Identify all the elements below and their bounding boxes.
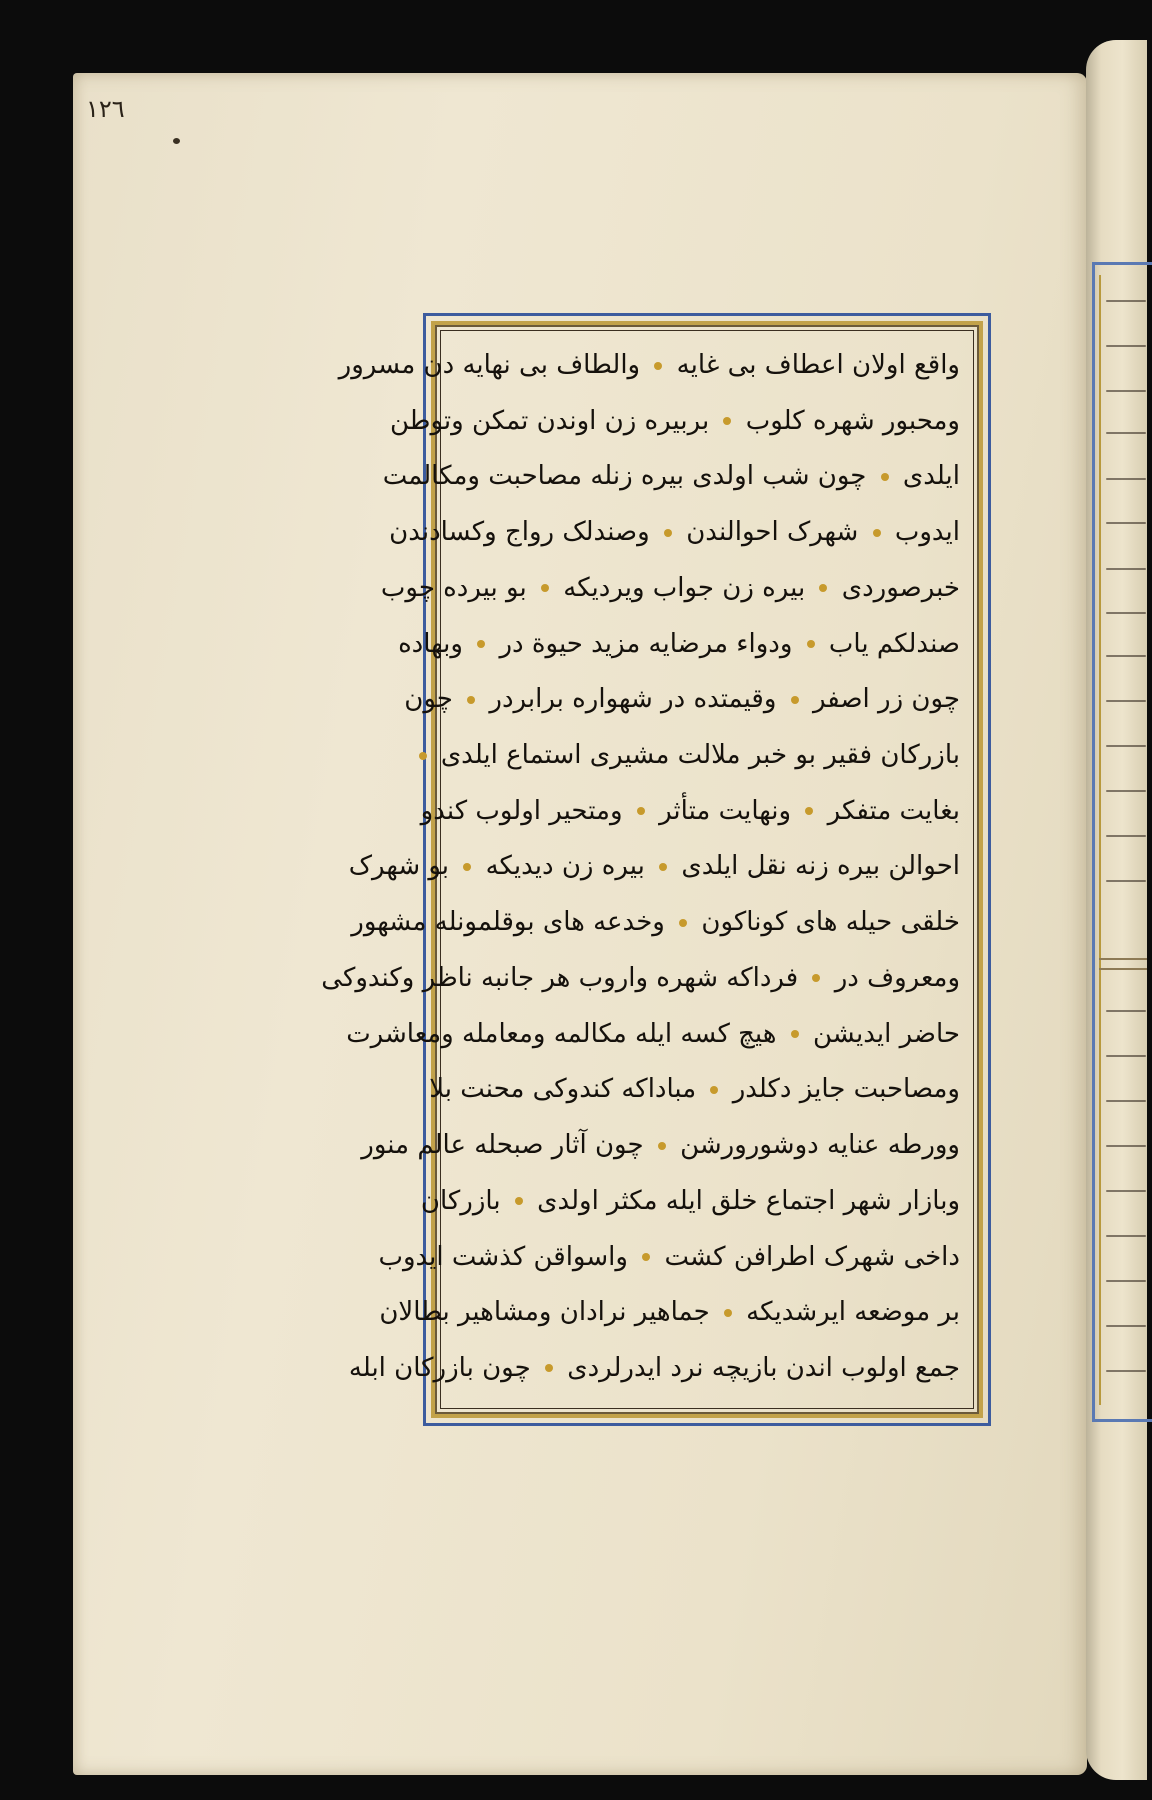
text-line: داخی شهرک اطرافن کشت واسواقن کذشت ایدوب	[378, 1241, 960, 1272]
verse-marker-dot	[467, 696, 475, 704]
text-line: ومصاحبت جایز دکلدر مباداکه کندوکی محنت بلا	[429, 1074, 960, 1105]
facing-page-script-stroke	[1106, 432, 1146, 434]
facing-page-script-stroke	[1106, 790, 1146, 792]
facing-page-divider	[1099, 958, 1147, 960]
facing-page-divider	[1099, 968, 1147, 970]
facing-page-script-stroke	[1106, 1055, 1146, 1057]
verse-marker-dot	[515, 1197, 523, 1205]
facing-page-script-stroke	[1106, 1190, 1146, 1192]
facing-page-script-stroke	[1106, 522, 1146, 524]
verse-marker-dot	[710, 1086, 718, 1094]
text-line: ومعروف در فرداکه شهره واروب هر جانبه ناظر وکندوکی	[321, 962, 960, 993]
verse-marker-dot	[463, 863, 471, 871]
text-line: ایدوب شهرک احوالندن وصندلک رواج وکسادندن	[389, 517, 960, 548]
facing-page-script-stroke	[1106, 478, 1146, 480]
facing-page-script-stroke	[1106, 835, 1146, 837]
verse-marker-dot	[807, 640, 815, 648]
facing-page-script-stroke	[1106, 1100, 1146, 1102]
text-line: بر موضعه ایرشدیکه جماهیر نرادان ومشاهیر بطالان	[379, 1297, 960, 1328]
verse-marker-dot	[873, 529, 881, 537]
verse-marker-dot	[723, 417, 731, 425]
verse-marker-dot	[545, 1364, 553, 1372]
verse-marker-dot	[881, 473, 889, 481]
facing-page-script-stroke	[1106, 700, 1146, 702]
verse-marker-dot	[664, 529, 672, 537]
facing-page-script-stroke	[1106, 300, 1146, 302]
facing-page-script-stroke	[1106, 1010, 1146, 1012]
text-line: صندلکم یاب ودواء مرضایه مزید حیوة در وبهاده	[398, 628, 960, 659]
verse-marker-dot	[658, 1142, 666, 1150]
verse-marker-dot	[791, 1030, 799, 1038]
verse-marker-dot	[477, 640, 485, 648]
text-line: احوالن بیره زنه نقل ایلدی بیره زن دیدیکه بو شهرک	[348, 851, 960, 882]
facing-page-script-stroke	[1106, 655, 1146, 657]
verse-marker-dot	[642, 1253, 650, 1261]
verse-marker-dot	[805, 807, 813, 815]
text-line: چون زر اصفر وقیمتده در شهواره برابردر چون	[404, 684, 960, 715]
facing-page-script-stroke	[1106, 1280, 1146, 1282]
facing-page-script-stroke	[1106, 1370, 1146, 1372]
facing-page-script-stroke	[1106, 880, 1146, 882]
text-line: واقع اولان اعطاف بی غایه والطاف بی نهایه دن مسرور	[338, 350, 960, 380]
folio-mark	[173, 138, 180, 144]
text-line: خلقی حیله های کوناکون وخدعه های بوقلمونله مشهور	[351, 907, 960, 938]
facing-page-script-stroke	[1106, 612, 1146, 614]
text-line: خبرصوردی بیره زن جواب ویردیکه بو بیرده چوب	[380, 572, 960, 603]
facing-page-script-stroke	[1106, 345, 1146, 347]
facing-page-script-stroke	[1106, 568, 1146, 570]
verse-marker-dot	[654, 362, 662, 370]
facing-page-script-stroke	[1106, 1235, 1146, 1237]
text-line: بازرکان فقیر بو خبر ملالت مشیری استماع ایلدی	[448, 732, 966, 782]
verse-marker-dot	[419, 752, 427, 760]
folio-number: ١٢٦	[86, 95, 125, 123]
verse-marker-dot	[819, 584, 827, 592]
verse-marker-dot	[659, 863, 667, 871]
text-line: وورطه عنایه دوشورورشن چون آثار صبحله عالم منور	[361, 1130, 960, 1161]
verse-marker-dot	[679, 919, 687, 927]
facing-page-script-stroke	[1106, 745, 1146, 747]
verse-marker-dot	[791, 696, 799, 704]
verse-marker-dot	[812, 974, 820, 982]
text-line: ایلدی چون شب اولدی بیره زنله مصاحبت ومکالمت	[382, 461, 960, 492]
verse-marker-dot	[541, 584, 549, 592]
facing-page-script-stroke	[1106, 1145, 1146, 1147]
text-line: ومحبور شهره کلوب بربیره زن اوندن تمکن وتوطن	[389, 405, 960, 436]
text-line: جمع اولوب اندن بازیچه نرد ایدرلردی چون بازرکان ابله	[348, 1352, 960, 1383]
verse-marker-dot	[637, 807, 645, 815]
text-block	[321, 338, 966, 1401]
facing-page-script-stroke	[1106, 390, 1146, 392]
facing-page-script-stroke	[1106, 1325, 1146, 1327]
verse-marker-dot	[724, 1309, 732, 1317]
text-line: وبازار شهر اجتماع خلق ایله مکثر اولدی بازرکان	[420, 1185, 960, 1216]
text-line: بغایت متفکر ونهایت متأثر ومتحیر اولوب کندو	[420, 795, 960, 826]
text-line: حاضر ایدیشن هیچ کسه ایله مکالمه ومعامله ومعاشرت	[346, 1018, 960, 1049]
